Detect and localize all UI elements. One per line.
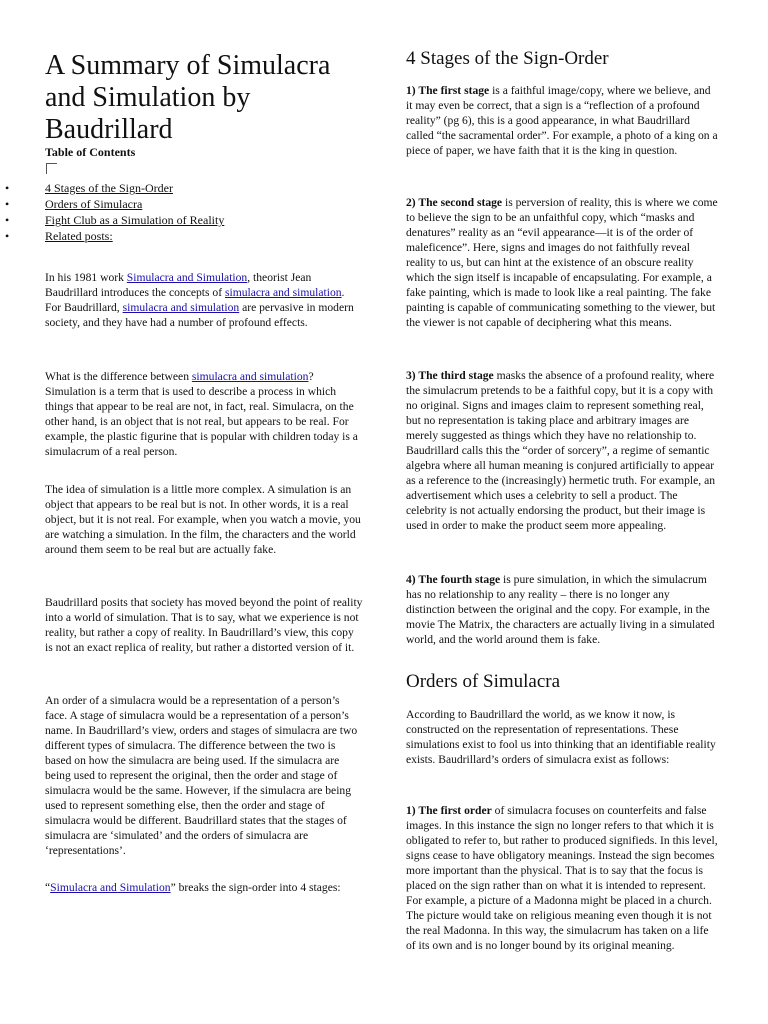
toc-link[interactable]: Orders of Simulacra (45, 197, 143, 211)
page-title: A Summary of Simulacra and Simulation by Baudrillard (45, 50, 331, 145)
toc-link[interactable]: 4 Stages of the Sign-Order (45, 181, 173, 195)
stage-4-paragraph: 4) The fourth stage is pure simulation, in which the simulacrum has no relationship to any reality – there is no longer any distinction between the original and the copy. For example, in the movie The Matrix, the characters are actually living in a simulated world, and the world around them is fake. (406, 573, 715, 646)
toc-item[interactable] (5, 196, 224, 212)
simulacra-link[interactable]: simulacra and simulation (191, 370, 309, 383)
simulacra-link[interactable]: Simulacra and Simulation (126, 271, 248, 284)
simulacra-link[interactable]: simulacra and simulation (224, 286, 342, 299)
stage-2-paragraph: 2) The second stage is perversion of reality, this is where we come to believe the sign to be an unfaithful copy, which “masks and denatures” reality as an “evil appearance—it is of the order of maleficence”. Here, signs and images do not faithfully reveal reality to us, but can hint at the existence of an obscure reality which the sign itself is incapable of encapsulating. For example, a fake painting, which is made to look like a real painting. The fake painting is capable of communicating something to the viewer, but the viewer is not capable of deciphering what this means. (406, 196, 718, 329)
intro-paragraph: In his 1981 work Simulacra and Simulation, theorist Jean Baudrillard introduces the concepts of simulacra and simulation. For Baudrillard, simulacra and simulation are pervasive in modern society, and they have had a number of profound effects. (45, 271, 354, 329)
toc-link[interactable]: Fight Club as a Simulation of Reality (45, 213, 225, 227)
simulacra-link[interactable]: simulacra and simulation (122, 301, 240, 314)
difference-paragraph: What is the difference between simulacra and simulation? Simulation is a term that is used to describe a process in which things that appear to be real are not, in fact, real. Simulacra, on the other hand, is an object that is not real, but appears to be real. For example, the plastic figurine that is popular with children today is a simulacrum of a real person. (45, 370, 358, 458)
simulation-paragraph: The idea of simulation is a little more complex. A simulation is an object that appears to be real but is not. In other words, it is a real object, but it is not real. For example, when you watch a movie, you are watching a simulation. In the film, the characters and the world around them seem to be real but are actually fake. (45, 483, 361, 556)
stage-1-paragraph: 1) The first stage is a faithful image/copy, where we believe, and it may even be correct, that a sign is a “reflection of a profound reality” (pg 6), this is a good appearance, in what Baudrillard called “the sacramental order”. For example, a photo of a king on a piece of paper, we have faith that it is the king in question. (406, 84, 718, 157)
simulacra-link[interactable]: Simulacra and Simulation (50, 881, 171, 894)
toc-item[interactable] (5, 212, 224, 228)
toc-toggle-icon[interactable] (46, 163, 57, 174)
orders-intro-paragraph: According to Baudrillard the world, as we know it now, is constructed on the representation of representations. These simulations exist to fool us into thinking that an identifiable reality exists. Baudrillard’s orders of simulacra exist as follows: (406, 708, 716, 766)
baudrillard-paragraph: Baudrillard posits that society has moved beyond the point of reality into a world of simulation. That is to say, what we experience is not reality, but rather a copy of reality. In Baudrillard’s view, this copy is not an exact replica of reality, but rather a distorted version of it. (45, 596, 363, 654)
stage-3-paragraph: 3) The third stage masks the absence of a profound reality, where the simulacrum pretends to be a faithful copy, but it is a copy with no original. Signs and images claim to represent something real, but no representation is taking place and arbitrary images are merely suggested as things which they have no relationship to. Baudrillard calls this the “order of sorcery”, a regime of semantic algebra where all human meaning is conjured artificially to appear as a reference to the (increasingly) hermetic truth. For example, an advertisement which uses a celebrity to sell a product. The celebrity is not actually endorsing the product, but their image is used in order to make the product seem more appealing. (406, 369, 716, 532)
sign-order-paragraph: “Simulacra and Simulation” breaks the sign-order into 4 stages: (45, 881, 341, 894)
order-1-paragraph: 1) The first order of simulacra focuses on counterfeits and false images. In this instance the sign no longer refers to that which it is obligated to refer to, but rather to produced signifieds. In this level, signs cease to have obligatory meanings. Instead the sign becomes more important than the physical. That is to say that the focus is placed on the sign rather than on what it is intended to represent. For example, a picture of a Madonna might be placed in a church. The picture would take on religious meaning even though it is not the real Madonna. In this way, the simulacrum has taken on a life of its own and is no longer bound by its original meaning. (406, 804, 718, 952)
toc-heading: Table of Contents (45, 145, 136, 159)
toc-link[interactable]: Related posts: (45, 229, 113, 243)
section-heading-orders: Orders of Simulacra (406, 671, 561, 692)
section-heading-stages: 4 Stages of the Sign-Order (406, 48, 609, 69)
toc-item[interactable] (5, 228, 224, 244)
order-stage-paragraph: An order of a simulacra would be a representation of a person’s face. A stage of simulacra would be a representation of a person’s name. In Baudrillard’s view, orders and stages of simulacra are two different types of simulacra. The difference between the two is based on how the simulacra are being used. If the simulacra are being used to represent the original, then the order and stage of simulacra would be the same. However, if the simulacra are being used to represent something else, then the order and stage of simulacra would be different. Baudrillard states that the stages of simulacra are ‘simulated’ and the orders of simulacra are ‘representations’. (45, 694, 358, 857)
toc-item[interactable] (5, 180, 224, 196)
table-of-contents (5, 180, 224, 244)
